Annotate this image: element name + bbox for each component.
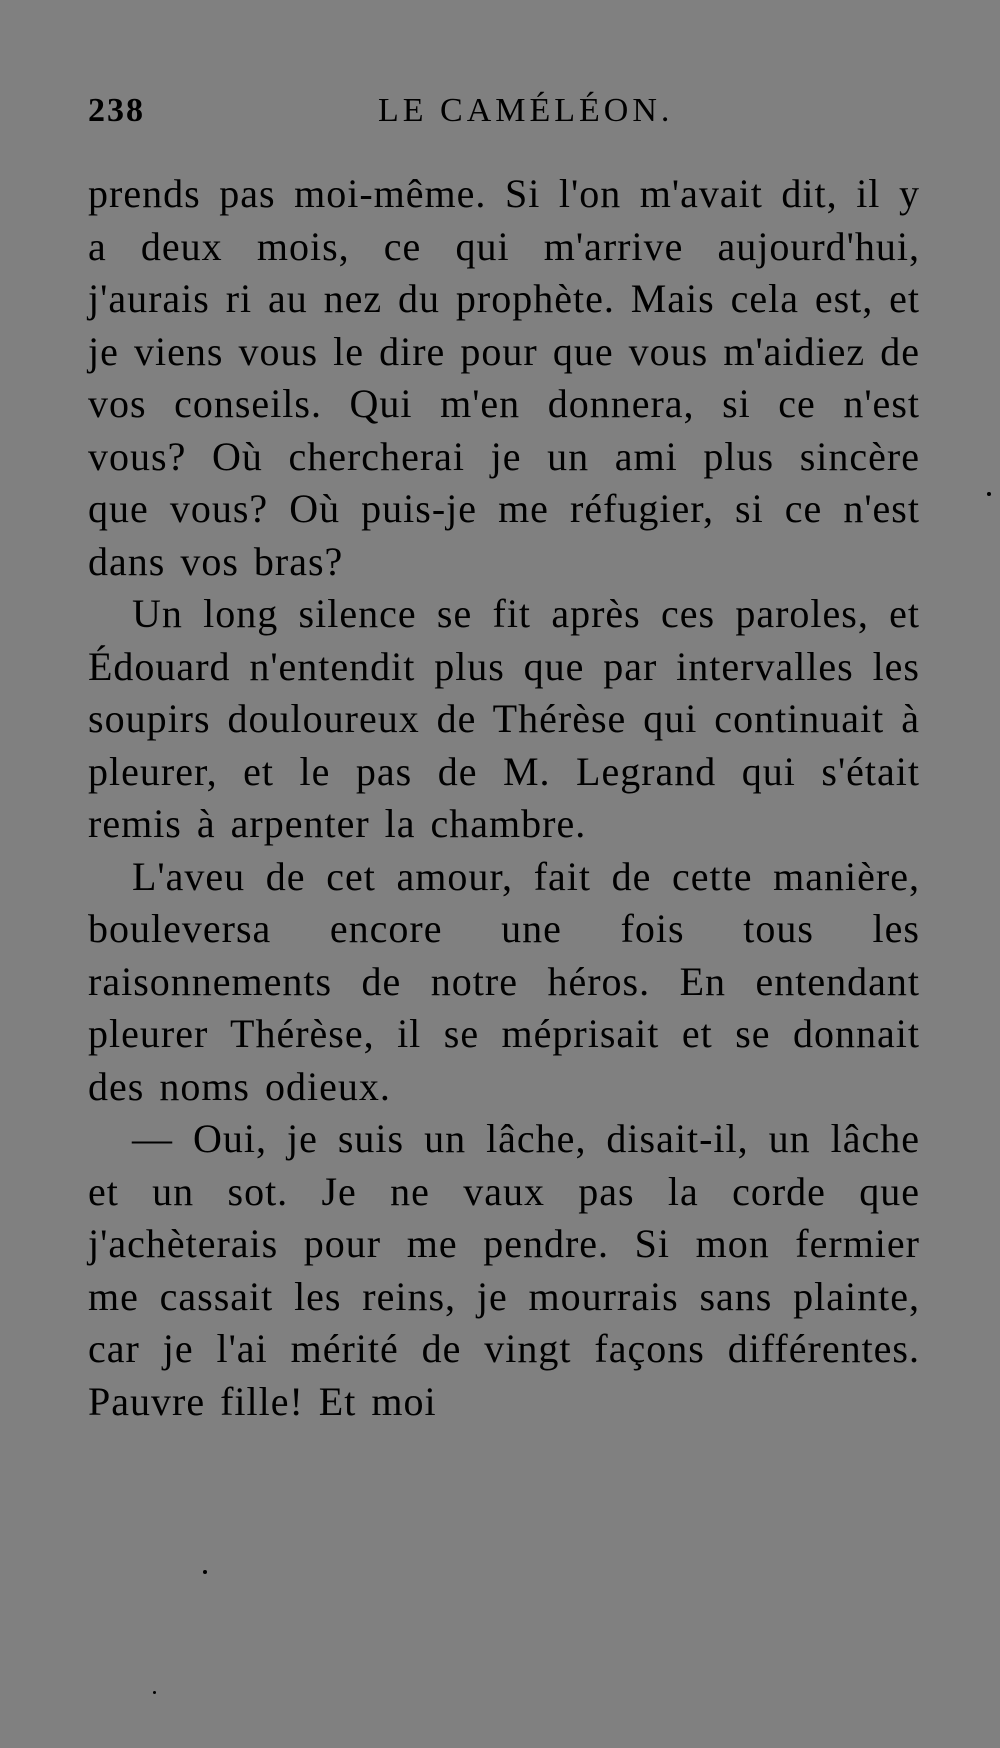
scan-speck xyxy=(153,1691,156,1694)
paragraph: — Oui, je suis un lâche, disait-il, un lâche et un sot. Je ne vaux pas la corde que j'achèterais pour me pendre. Si mon fermier me cassait les reins, je mourrais sans plainte, car je l'ai mérité de vingt façons différentes. Pauvre fille! Et moi xyxy=(88,1116,920,1424)
scan-speck xyxy=(987,492,991,496)
body-text xyxy=(88,168,920,1428)
running-head xyxy=(88,92,920,142)
paragraph: Un long silence se fit après ces paroles, et Édouard n'entendit plus que par intervalles les soupirs douloureux de Thérèse qui continuait à pleurer, et le pas de M. Legrand qui s'était remis à arpenter la chambre. xyxy=(88,591,920,846)
paragraph-continued: prends pas moi-même. Si l'on m'avait dit, il y a deux mois, ce qui m'arrive aujourd'hui, j'aurais ri au nez du prophète. Mais cela est, et je viens vous le dire pour que vous m'aidiez de vos conseils. Qui m'en donnera, si ce n'est vous? Où chercherai je un ami plus sincère que vous? Où puis-je me réfugier, si ce n'est dans vos bras? xyxy=(88,171,920,584)
page-number: 238 xyxy=(88,92,145,129)
paragraph: L'aveu de cet amour, fait de cette manière, bouleversa encore une fois tous les raisonnements de notre héros. En entendant pleurer Thérèse, il se méprisait et se donnait des noms odieux. xyxy=(88,853,920,1109)
scan-speck xyxy=(203,1570,207,1574)
running-title: LE CAMÉLÉON. xyxy=(378,92,674,129)
